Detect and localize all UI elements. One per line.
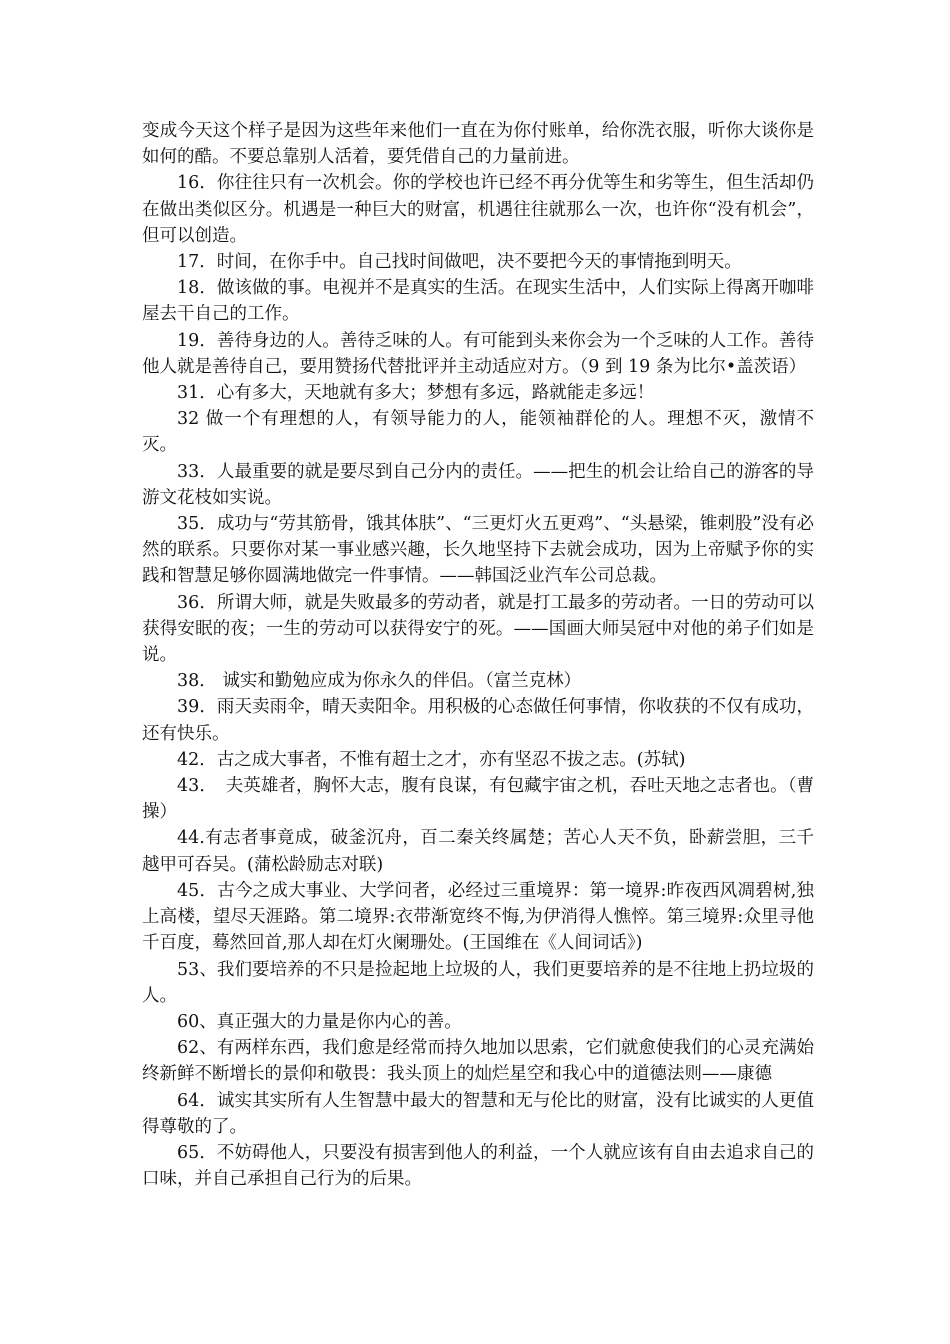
- paragraph-60: 60、真正强大的力量是你内心的善。: [177, 1011, 462, 1032]
- paragraph-62: 62、有两样东西，我们愈是经常而持久地加以思索，它们就愈使我们的心灵充满始终新鲜不断增长的景仰和敬畏：我头顶上的灿烂星空和我心中的道德法则——康德: [142, 1038, 814, 1085]
- paragraph-18: 18．做该做的事。电视并不是真实的生活。在现实生活中，人们实际上得离开咖啡屋去干自己的工作。: [142, 278, 814, 325]
- paragraph-33: 33．人最重要的就是要尽到自己分内的责任。——把生的机会让给自己的游客的导游文花枝如实说。: [142, 461, 814, 508]
- paragraph-38: 38． 诚实和勤勉应成为你永久的伴侣。（富兰克林）: [177, 671, 582, 692]
- paragraph-65: 65．不妨碍他人，只要没有损害到他人的利益，一个人就应该有自由去追求自己的口味，并自己承担自己行为的后果。: [142, 1142, 814, 1190]
- paragraph-44: 44.有志者事竟成，破釜沉舟，百二秦关终属楚；苦心人天不负，卧薪尝胆，三千越甲可吞吴。(蒲松龄励志对联): [142, 828, 814, 875]
- paragraph-31: 31．心有多大，天地就有多大；梦想有多远，路就能走多远！: [177, 383, 655, 404]
- paragraph-53: 53、我们要培养的不只是捡起地上垃圾的人，我们更要培养的是不往地上扔垃圾的人。: [142, 959, 814, 1006]
- paragraph-16: 16．你往往只有一次机会。你的学校也许已经不再分优等生和劣等生，但生活却仍在做出类似区分。机遇是一种巨大的财富，机遇往往就那么一次，也许你“没有机会”，但可以创造。: [142, 173, 814, 246]
- paragraph-35: 35．成功与“劳其筋骨，饿其体肤”、“三更灯火五更鸡”、“头悬梁，锥刺股”没有必然的联系。只要你对某一事业感兴趣，长久地坚持下去就会成功，因为上帝赋予你的实践和智慧足够你圆满地做完一件事情。——韩国泛业汽车公司总裁。: [142, 514, 814, 587]
- paragraph-43: 43． 夫英雄者，胸怀大志，腹有良谋，有包藏宇宙之机，吞吐天地之志者也。（曹操）: [142, 776, 814, 823]
- paragraph-19: 19．善待身边的人。善待乏味的人。有可能到头来你会为一个乏味的人工作。善待他人就是善待自己，要用赞扬代替批评并主动适应对方。（9 到 19 条为比尔•盖茨语）: [142, 330, 814, 377]
- document-page: [142, 118, 814, 1192]
- paragraph-17: 17．时间，在你手中。自己找时间做吧，决不要把今天的事情拖到明天。: [177, 252, 742, 273]
- paragraph-42: 42．古之成大事者，不惟有超士之才，亦有坚忍不拔之志。(苏轼): [177, 749, 686, 770]
- paragraph-39: 39．雨天卖雨伞，晴天卖阳伞。用积极的心态做任何事情，你收获的不仅有成功，还有快乐。: [142, 697, 814, 744]
- paragraph-32: 32 做一个有理想的人，有领导能力的人，能领袖群伦的人。理想不灭，激情不灭。: [142, 409, 814, 456]
- paragraph-continued: 变成今天这个样子是因为这些年来他们一直在为你付账单，给你洗衣服，听你大谈你是如何的酷。不要总靠别人活着，要凭借自己的力量前进。: [142, 121, 814, 168]
- paragraph-45: 45．古今之成大事业、大学问者，必经过三重境界：第一境界:昨夜西风凋碧树,独上高楼，望尽天涯路。第二境界:衣带渐宽终不悔,为伊消得人憔悴。第三境界:众里寻他千百度，蓦然回首,那人却在灯火阑珊处。(王国维在《人间词话》): [142, 880, 814, 954]
- paragraph-64: 64．诚实其实所有人生智慧中最大的智慧和无与伦比的财富，没有比诚实的人更值得尊敬的了。: [142, 1090, 814, 1137]
- paragraph-36: 36．所谓大师，就是失败最多的劳动者，就是打工最多的劳动者。一日的劳动可以获得安眠的夜；一生的劳动可以获得安宁的死。——国画大师吴冠中对他的弟子们如是说。: [142, 592, 814, 666]
